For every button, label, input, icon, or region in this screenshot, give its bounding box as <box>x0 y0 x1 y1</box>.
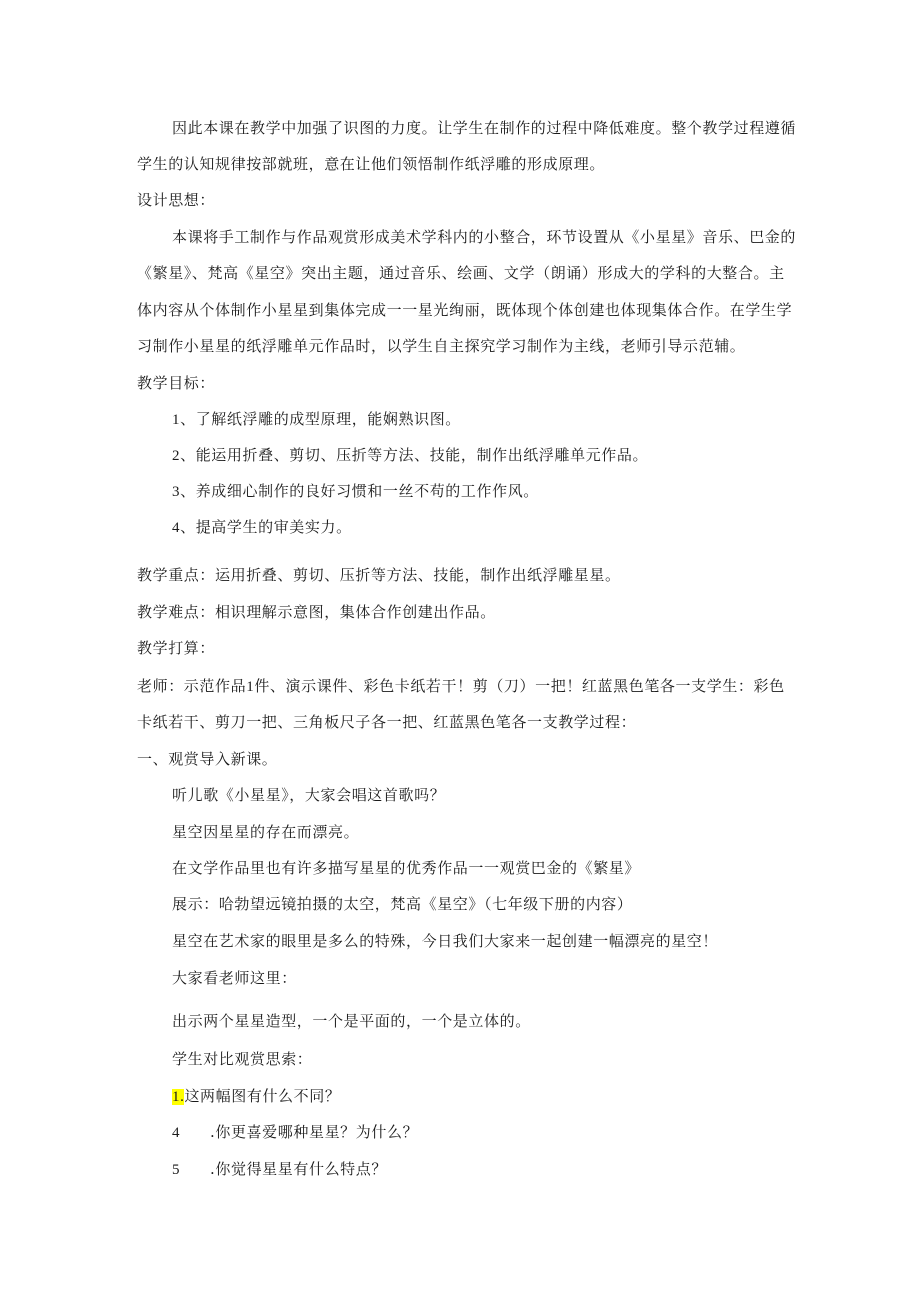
section-1-line: 大家看老师这里： <box>172 969 297 987</box>
section-1-line: 星空在艺术家的眼里是多么的特殊，今日我们大家来一起创建一幅漂亮的星空！ <box>172 932 719 950</box>
goal-number: 3 <box>172 484 181 500</box>
goal-text: 、能运用折叠、剪切、压折等方法、技能，制作出纸浮雕单元作品。 <box>180 446 649 464</box>
prep-teacher-text-a: 老师：示范作品 <box>137 677 247 695</box>
section-1-line: 星空因星星的存在而漂亮。 <box>172 823 360 841</box>
question-number-highlighted: 1. <box>172 1089 185 1105</box>
goal-item <box>172 445 648 466</box>
prep-materials-line-1 <box>137 676 785 697</box>
goal-text: 、提高学生的审美实力。 <box>180 518 352 536</box>
question-number: 4 <box>172 1125 181 1141</box>
section-1-line: 在文学作品里也有许多描写星星的优秀作品一一观赏巴金的《繁星》 <box>172 859 641 877</box>
question-text: 这两幅图有什么不同？ <box>184 1087 341 1105</box>
prep-teacher-text-b: 件、演示课件、彩色卡纸若干！剪（刀）一把！红蓝黑色笔各一支学生：彩色 <box>254 677 785 695</box>
teaching-difficulty: 教学难点：相识理解示意图，集体合作创建出作品。 <box>137 603 496 621</box>
goal-number: 2 <box>172 448 181 464</box>
section-1-line: 听儿歌《小星星》，大家会唱这首歌吗？ <box>172 786 446 804</box>
paragraph-design-line-2: 《繁星》、梵高《星空》突出主题，通过音乐、绘画、文学（朗诵）形成大的学科的大整合。主 <box>137 264 785 282</box>
heading-design-thinking: 设计思想： <box>137 191 216 209</box>
paragraph-design-line-1: 本课将手工制作与作品观赏形成美术学科内的小整合，环节设置从《小星星》音乐、巴金的 <box>172 228 797 246</box>
section-1-line: 学生对比观赏思索： <box>172 1050 313 1068</box>
goal-item <box>172 481 539 502</box>
teaching-key-point: 教学重点：运用折叠、剪切、压折等方法、技能，制作出纸浮雕星星。 <box>137 566 621 584</box>
goal-text: 、养成细心制作的良好习惯和一丝不苟的工作作风。 <box>180 482 539 500</box>
heading-teaching-goals: 教学目标： <box>137 374 216 392</box>
heading-teaching-prep: 教学打算： <box>137 639 216 657</box>
goal-item <box>172 409 461 430</box>
question-text: .你觉得星星有什么特点？ <box>210 1160 387 1178</box>
question-item <box>172 1159 387 1180</box>
section-heading-1: 一、观赏导入新课。 <box>137 750 278 768</box>
goal-number: 1 <box>172 412 181 428</box>
prep-materials-line-2: 卡纸若干、剪刀一把、三角板尺子各一把、红蓝黑色笔各一支教学过程： <box>137 713 637 731</box>
goal-number: 4 <box>172 520 181 536</box>
section-1-line: 出示两个星星造型，一个是平面的，一个是立体的。 <box>172 1012 531 1030</box>
question-item <box>172 1122 418 1143</box>
question-text: .你更喜爱哪种星星？为什么？ <box>210 1123 419 1141</box>
question-number: 5 <box>172 1162 181 1178</box>
prep-teacher-count: 1 <box>246 679 255 695</box>
goal-item <box>172 517 352 538</box>
paragraph-intro-line-1: 因此本课在教学中加强了识图的力度。让学生在制作的过程中降低难度。整个教学过程遵循 <box>172 119 797 137</box>
paragraph-design-line-4: 习制作小星星的纸浮雕单元作品时，以学生自主探究学习制作为主线，老师引导示范辅。 <box>137 337 746 355</box>
paragraph-intro-line-2: 学生的认知规律按部就班，意在让他们领悟制作纸浮雕的形成原理。 <box>137 155 606 173</box>
paragraph-design-line-3: 体内容从个体制作小星星到集体完成一一星光绚丽，既体现个体创建也体现集体合作。在学生学 <box>137 301 793 319</box>
section-1-line: 展示：哈勃望远镜拍摄的太空，梵高《星空》（七年级下册的内容） <box>172 895 633 913</box>
goal-text: 、了解纸浮雕的成型原理，能娴熟识图。 <box>180 410 461 428</box>
question-item <box>172 1086 340 1107</box>
